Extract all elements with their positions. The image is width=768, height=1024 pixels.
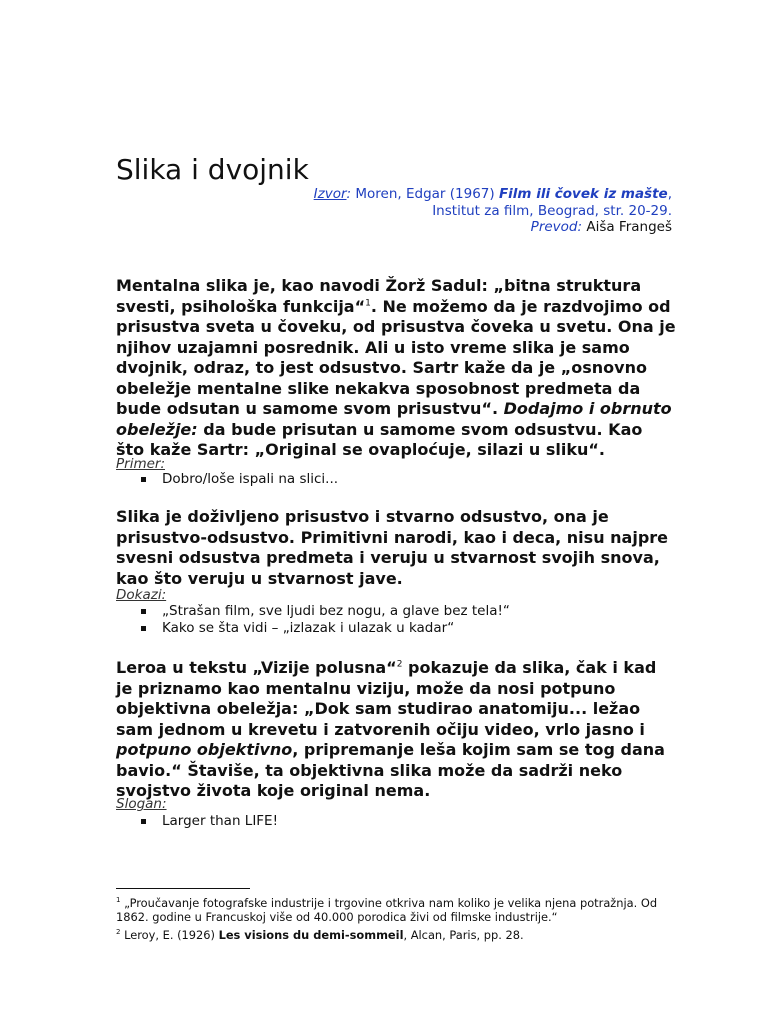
source-comma: , [667, 186, 672, 202]
source-publisher: Institut za film, Beograd, str. 20-29. [432, 202, 672, 219]
source-book-title: Film ili čovek iz mašte [498, 186, 668, 202]
footnotes [116, 893, 676, 942]
footnote-1: $^1$ „Proučavanje fotografske industrije i trgovine otkriva nam koliko je velika njena potražnja. Od 1862. godine u Francuskoj više od 40.000 porodica živi od filmske industrije.“ [116, 895, 658, 925]
p1-text-c: da bude prisutan u samome svom odsustvu. Kao što kaže Sartr: „Original se ovaplоćuje, silazi u sliku“. [116, 419, 643, 459]
p3-text-b: pokazuje da slika, čak i kad je priznamo kao mentalnu viziju, može da nosi potpuno objektivna obeležja: „Dok sam studirao anatomiju... ležao sam jednom u krevetu i zatvorenih očiju video, vrlo jasno i [116, 658, 657, 739]
example-label: Primer: [116, 456, 165, 472]
paragraph-mental-image [116, 276, 676, 461]
proofs-label: Dokazi: [116, 587, 167, 603]
translation-label: Prevod: [530, 219, 583, 235]
list-item: Kako se šta vidi – „izlazak i ulazak u kadar“ [116, 620, 510, 637]
p1-italic: Dodajmo i obrnuto obeležje: [116, 399, 672, 439]
p3-italic: potpuno objektivno [116, 740, 293, 759]
page-title: Slika i dvojnik [116, 153, 309, 186]
proofs-list [116, 603, 510, 637]
slogan-label: Slogan: [116, 796, 167, 812]
translator-name: Aiša Frangeš [582, 219, 672, 235]
bullet-icon [141, 626, 146, 631]
footnote-divider [116, 888, 250, 889]
p1-text-b: . Ne možemo da je razdvojimo od prisustva sveta u čoveku, od prisustva čoveka u svetu. Ona je njihov uzajamni posrednik. Ali u isto vreme slika je samo dvojnik, odraz, to jest odsustvo. Sartr kaže da je „osnovno obeležje mentalne slike nekakva sposobnost predmeta da bude odsutan u samome svom prisustvu“. [116, 296, 676, 418]
slogan-list [116, 813, 278, 830]
bullet-icon [141, 609, 146, 614]
footnote-ref-2[interactable]: 2 [396, 659, 403, 670]
list-item: Dobro/loše ispali na slici... [116, 471, 338, 488]
example-list [116, 471, 338, 488]
p1-text-a: Mentalna slika je, kao navodi Žorž Sadul: „bitna struktura svesti, psihološka funkcija“ [116, 276, 642, 316]
bullet-icon [141, 819, 146, 824]
paragraph-presence-absence: Slika je doživljeno prisustvo i stvarno odsustvo, ona je prisustvo-odsustvo. Primitivni narodi, kao i deca, nisu najpre svesni odsustva predmeta i veruju u stvarnost svojih snova, kao što veruju u stvarnost jave. [116, 507, 669, 588]
paragraph-leroy [116, 658, 676, 802]
footnote-2: $^2$ Leroy, E. (1926) Les visions du demi-sommeil, Alcan, Paris, pp. 28. [116, 927, 524, 942]
p3-text-a: Leroa u tekstu „Vizije polusna“ [116, 658, 397, 677]
source-author: Moren, Edgar (1967) [351, 186, 499, 202]
list-item: Larger than LIFE! [116, 813, 278, 830]
list-item: „Strašan film, sve ljudi bez nogu, a glave bez tela!“ [116, 603, 510, 620]
bullet-icon [141, 477, 146, 482]
footnote-ref-1[interactable]: 1 [365, 298, 371, 309]
source-label-link[interactable]: Izvor [313, 186, 347, 202]
source-colon: : [346, 186, 352, 202]
source-citation [112, 186, 672, 236]
p3-text-c: , pripremanje leša kojim sam se tog dana bavio.“ Štaviše, ta objektivna slika može da sadrži neko svojstvo života koje original nema. [116, 740, 665, 800]
